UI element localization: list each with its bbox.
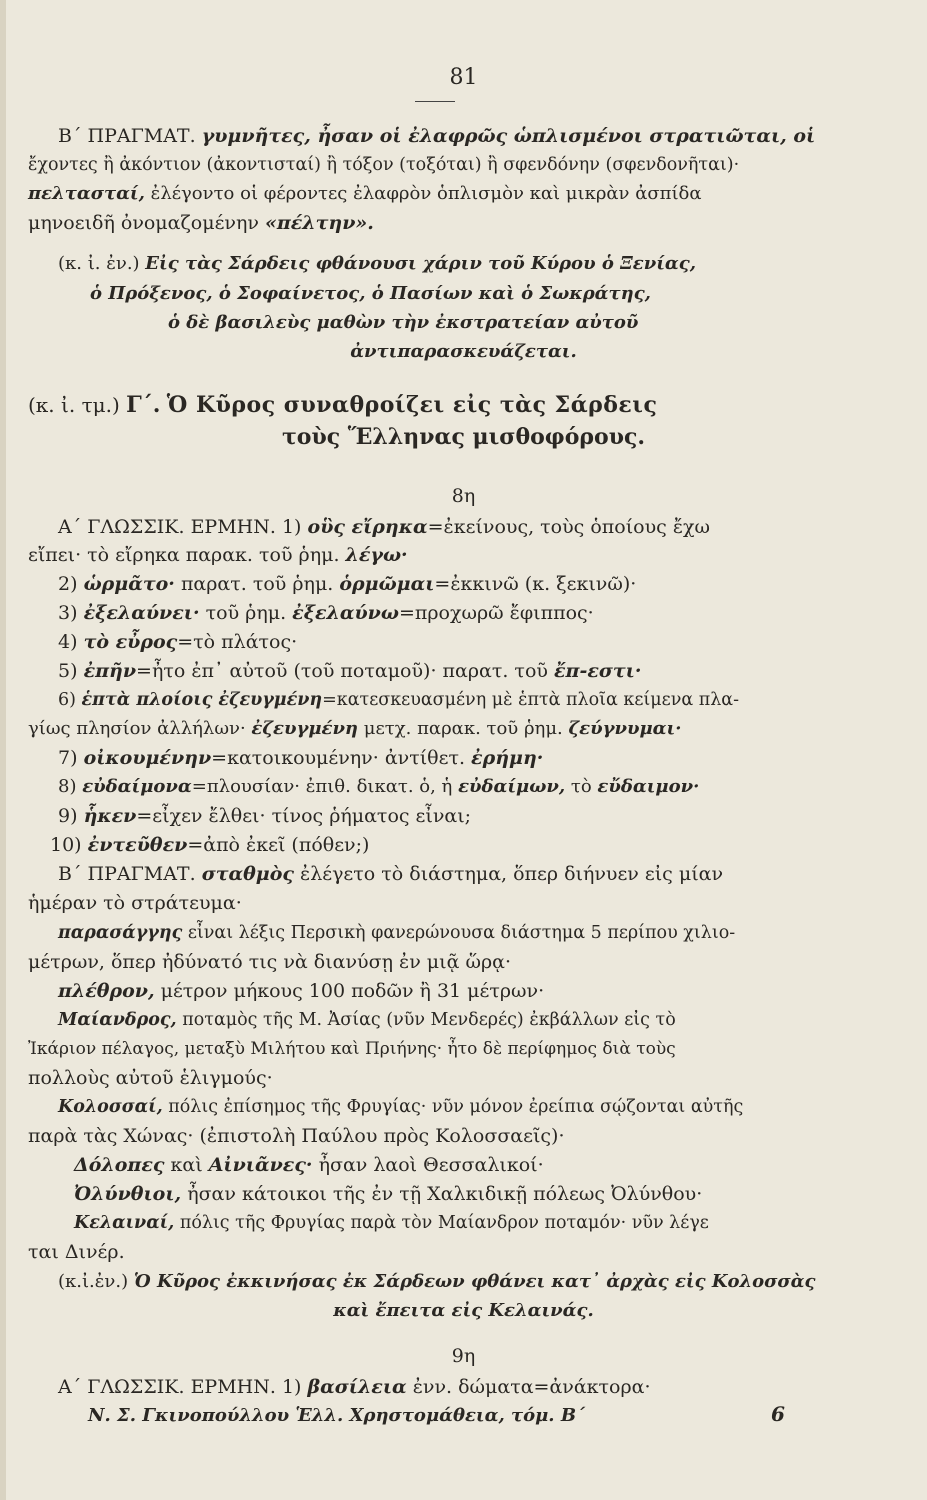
s8-gloss: ποταμὸς τῆς Μ. Ἀσίας (νῦν Μενδερές) ἐκβάλλων εἰς τὸ <box>182 1010 676 1030</box>
s8-b2-head: Β΄ ΠΡΑΓΜΑΤ. <box>58 863 196 885</box>
s8-line-3 <box>58 572 636 596</box>
b1-t4b: «πέλτην». <box>264 212 374 234</box>
s8-term: Κελαιναί, <box>74 1213 175 1233</box>
s8-gloss: =ἀπὸ ἐκεῖ (πόθεν;) <box>187 834 370 856</box>
s8-term: Μαίανδρος, <box>58 1010 177 1030</box>
s8-line-9 <box>58 746 543 770</box>
s8-gloss: =ἐκκινῶ (κ. ξεκινῶ)· <box>434 573 637 595</box>
s8-p3-line-2: Ἰκάριον πέλαγος, μεταξὺ Μιλήτου καὶ Πριήνης· ἦτο δὲ περίφημος διὰ τοὺς <box>28 1039 676 1059</box>
s8-p3-line-3: πολλοὺς αὐτοῦ ἑλιγμούς· <box>28 1067 273 1089</box>
s8-term: Κολοσσαί, <box>58 1097 163 1117</box>
s8-num: 10) <box>50 834 82 856</box>
s8-line-6 <box>58 659 641 683</box>
s8-term: τὸ εὖρος <box>83 631 178 653</box>
s8-gloss: =εἶχεν ἔλθει· τίνος ῥήματος εἶναι; <box>136 805 472 827</box>
s8-num: 4) <box>58 631 78 653</box>
s8-term: οὓς εἴρηκα <box>307 516 428 538</box>
s8-term: εὐδαίμων, <box>458 776 566 797</box>
s8-line-4 <box>58 601 594 625</box>
b1-summary-label: (κ. ἰ. ἐν.) <box>58 253 140 274</box>
s8-b2-line-2: ἡμέραν τὸ στράτευμα· <box>28 892 242 914</box>
s8-term: ἐξελαύνει· <box>83 602 200 624</box>
s8-num: 7) <box>58 747 78 769</box>
s8-num: 3) <box>58 602 78 624</box>
b1-line-1 <box>58 124 820 148</box>
s8-term: πλέθρον, <box>58 980 155 1002</box>
b1-line-2: ἔχοντες ἢ ἀκόντιον (ἀκοντισταί) ἢ τόξον (τοξόται) ἢ σφενδόνην (σφενδονῆται)· <box>28 155 740 175</box>
s8-term: Δόλοπες <box>74 1154 165 1176</box>
chapter-heading-1 <box>28 393 657 417</box>
s8-p1-line-1 <box>58 921 735 945</box>
s8-num: 6) <box>58 690 76 710</box>
s8-gloss: μετχ. παρακ. τοῦ ῥημ. <box>363 718 563 739</box>
s8-term: ἐντεῦθεν <box>87 834 188 856</box>
s8-p4-line-1 <box>58 1095 743 1119</box>
s8-term: παρασάγγης <box>58 923 183 943</box>
s9-line-1 <box>58 1375 651 1399</box>
s8-gloss: =κατεσκευασμένη μὲ ἑπτὰ πλοῖα κείμενα πλα- <box>322 690 740 710</box>
chapter-numeral: Γ΄. <box>126 392 161 418</box>
s8-p7-line-2: ται Δινέρ. <box>28 1241 125 1263</box>
s8-term: εὔδαιμον· <box>597 776 700 797</box>
b1-summary-2: ὁ Πρόξενος, ὁ Σοφαίνετος, ὁ Πασίων καὶ ὁ Σωκράτης, <box>90 283 651 304</box>
s8-line-12 <box>50 833 369 857</box>
footer-citation: Ν. Σ. Γκινοπούλλου Ἑλλ. Χρηστομάθεια, τόμ. Β΄ <box>88 1405 586 1426</box>
b1-summary-3: ὁ δὲ βασιλεὺς μαθὼν τὴν ἐκστρατείαν αὐτοῦ <box>168 312 639 333</box>
s8-p5-line <box>74 1153 544 1177</box>
b1-t4a: μηνοειδῆ ὀνομαζομένην <box>28 212 259 234</box>
b1-line-3 <box>28 182 702 206</box>
s8-gloss: =τὸ πλάτος· <box>177 631 298 653</box>
s9-head: Α΄ ΓΛΩΣΣΙΚ. ΕΡΜΗΝ. <box>58 1376 276 1398</box>
s8-num: 8) <box>58 776 77 797</box>
b1-summary-1 <box>58 252 696 276</box>
s9-term: βασίλεια <box>307 1376 407 1398</box>
page-number: 81 <box>449 65 478 90</box>
s8-gloss: =κατοικουμένην· ἀντίθετ. <box>211 747 465 769</box>
s8-b2-line-1 <box>58 862 723 886</box>
s8-term: ἧκεν <box>83 805 137 827</box>
s8-line-5 <box>58 630 297 654</box>
s8-summary-label: (κ.ἰ.ἐν.) <box>58 1271 129 1292</box>
s8-gloss: πόλις τῆς Φρυγίας παρὰ τὸν Μαίανδρον ποταμόν· νῦν λέγε <box>179 1213 709 1233</box>
s8-term: οἰκουμένην <box>83 747 212 769</box>
s8-term: Ὀλύνθιοι, <box>74 1183 182 1205</box>
s8-summary-1 <box>58 1270 815 1294</box>
s8-gloss: παρατ. τοῦ ῥημ. <box>180 573 334 595</box>
s8-term: ὡρμᾶτο· <box>83 573 175 595</box>
s8-gloss: =προχωρῶ ἔφιππος· <box>398 602 594 624</box>
s8-gloss: ἦσαν λαοὶ Θεσσαλικοί· <box>318 1154 544 1176</box>
s8-p2-line <box>58 979 544 1003</box>
b1-t1: γυμνῆτες, ἦσαν οἱ ἐλαφρῶς ὡπλισμένοι στρατιῶται, οἱ <box>201 125 816 147</box>
s8-term: ὁρμῶμαι <box>339 573 435 595</box>
s8-term: ἐρήμη· <box>471 747 544 769</box>
s8-gloss: ἐλέγετο τὸ διάστημα, ὅπερ διήνυεν εἰς μίαν <box>300 863 724 885</box>
s8-term: εὐδαίμονα <box>82 776 192 797</box>
s8-p1-line-2: μέτρων, ὅπερ ἠδύνατό τις νὰ διανύσῃ ἐν μιᾷ ὥρᾳ· <box>28 951 511 973</box>
header-rule <box>415 101 455 102</box>
s8-gloss: εἶναι λέξις Περσικὴ φανερώνουσα διάστημα 5 περίπου χιλιο- <box>187 923 736 943</box>
s8-gloss: ἦσαν κάτοικοι τῆς ἐν τῇ Χαλκιδικῇ πόλεως Ὀλύνθου· <box>187 1183 703 1205</box>
s8-gloss: γίως πλησίον ἀλλήλων· <box>28 718 246 739</box>
s8-p6-line <box>74 1182 702 1206</box>
s8-gloss: τὸ <box>570 776 592 797</box>
s8-term: λέγω· <box>345 544 408 566</box>
s8-num: 2) <box>58 573 78 595</box>
s8-gloss: εἴπει· τὸ εἴρηκα παρακ. τοῦ ῥημ. <box>28 544 340 566</box>
s8-summary-2: καὶ ἔπειτα εἰς Κελαινάς. <box>333 1300 594 1321</box>
s8-num: 9) <box>58 805 78 827</box>
chapter-title-2: τοὺς Ἕλληνας μισθοφόρους. <box>281 424 646 450</box>
s8-term: ἑπτὰ πλοίοις ἐζευγμένη <box>81 690 323 710</box>
s8-gloss: πόλις ἐπίσημος τῆς Φρυγίας· νῦν μόνον ἐρείπια σῴζονται αὐτῆς <box>168 1097 744 1117</box>
s8-term: Αἰνιᾶνες· <box>208 1154 313 1176</box>
s9-num: 1) <box>281 1376 302 1398</box>
s8-gloss: τοῦ ῥημ. <box>205 602 287 624</box>
s8-gloss: =ἐκείνους, τοὺς ὁποίους ἔχω <box>427 516 711 538</box>
b1-head: Β΄ ΠΡΑΓΜΑΤ. <box>58 125 196 147</box>
b1-summary-4: ἀντιπαρασκευάζεται. <box>350 341 577 362</box>
s8-line-7 <box>58 688 739 712</box>
b1-t3a: πελτασταί, <box>28 183 145 204</box>
s8-num: 1) <box>281 516 302 538</box>
b1-s1: Εἰς τὰς Σάρδεις φθάνουσι χάριν τοῦ Κύρου ὁ Ξενίας, <box>145 253 696 274</box>
s8-p7-line-1 <box>74 1211 709 1235</box>
s8-term: ἐζευγμένη <box>251 718 359 739</box>
s8-line-8 <box>28 717 681 741</box>
page-edge <box>0 0 6 1500</box>
s8-term: ἐξελαύνω <box>292 602 399 624</box>
s8-gloss: =ἦτο ἐπ᾽ αὐτοῦ (τοῦ ποταμοῦ)· παρατ. τοῦ <box>136 660 548 682</box>
s8-line-10 <box>58 775 699 799</box>
section-8-number: 8η <box>451 485 476 507</box>
s8-term: σταθμὸς <box>201 863 294 885</box>
s8-line-2 <box>28 543 408 567</box>
s8-summary-text: Ὁ Κῦρος ἐκκινήσας ἐκ Σάρδεων φθάνει κατ᾽ ἀρχὰς εἰς Κολοσσὰς <box>133 1271 816 1292</box>
s8-term: ἔπ-εστι· <box>553 660 642 682</box>
s8-gloss: =πλουσίαν· ἐπιθ. δικατ. ὁ, ἡ <box>191 776 453 797</box>
s8-term: ζεύγνυμαι· <box>568 718 682 739</box>
b1-t3b: ἐλέγοντο οἱ φέροντες ἐλαφρὸν ὁπλισμὸν καὶ μικρὰν ἀσπίδα <box>150 183 702 204</box>
chapter-title-1: Ὁ Κῦρος συναθροίζει εἰς τὰς Σάρδεις <box>166 392 658 418</box>
s8-p4-line-2: παρὰ τὰς Χώνας· (ἐπιστολὴ Παύλου πρὸς Κολοσσαεῖς)· <box>28 1125 565 1147</box>
s8-line-11 <box>58 804 471 828</box>
b1-line-4 <box>28 211 374 235</box>
s8-gloss: μέτρον μήκους 100 ποδῶν ἢ 31 μέτρων· <box>160 980 545 1002</box>
s8-term: ἐπῆν <box>83 660 137 682</box>
s8-p3-line-1 <box>58 1008 676 1032</box>
footer-sheet-number: 6 <box>771 1402 785 1426</box>
section-9-number: 9η <box>451 1345 476 1367</box>
s8-head: Α΄ ΓΛΩΣΣΙΚ. ΕΡΜΗΝ. <box>58 516 276 538</box>
chapter-label: (κ. ἰ. τμ.) <box>28 393 120 417</box>
s8-num: 5) <box>58 660 78 682</box>
s8-gloss: καὶ <box>170 1154 203 1176</box>
s9-gloss: ἐνν. δώματα=ἀνάκτορα· <box>412 1376 651 1398</box>
s8-line-1 <box>58 515 710 539</box>
